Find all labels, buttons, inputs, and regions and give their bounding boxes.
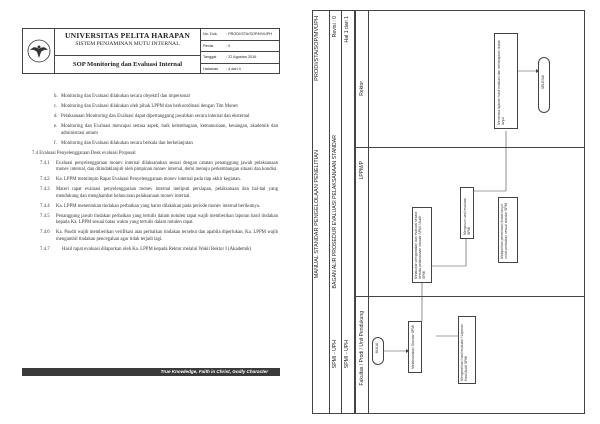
document-body xyxy=(32,94,278,257)
university-name: UNIVERSITAS PELITA HARAPAN xyxy=(64,31,191,40)
eagle-logo-icon xyxy=(26,38,52,64)
flow-node-label: Menyusun hasil evaluasi SPMI xyxy=(463,198,471,235)
section-heading: 7.4 Evaluasi Penyelenggaraan Desk evaluasi Proposal xyxy=(32,150,136,156)
list-item: d. Pelaksanaan Monitoring dan Evaluasi dapat dipertanggung jawabkan secara internal dan eksternal xyxy=(54,113,250,119)
flowchart-subtitle: BAGAN ALIR PROSEDUR EVALUASI PELAKSANAAN STANDAR xyxy=(332,135,338,289)
flowchart-unit-2: SPMI - UPH xyxy=(344,340,350,369)
flowchart-revision: Revisi : 0 xyxy=(332,16,338,38)
document-meta xyxy=(201,29,279,73)
list-item: 7.4.5 Penanggung jawab tindakan perbaikan yang tertulis dalam notulen rapat wajib memberikan laporan hasil tindakan kepada Ka. LPPM sesuai batas waktu yang tertulis dalam notulen rapat. xyxy=(40,213,278,226)
list-item: 7.4.1 Evaluasi penyelenggaraan monev internal dilaksanakan sesuai dengan catatan penanggung jawab pelaksanaan monev internal, dan ditindaklanjuti oleh pimpinan monev internal, demi menuju perkembangan situasi dan kondisi. xyxy=(40,160,278,173)
lane-label-faculty: Fakultas / Prodi / Unit Pendukung xyxy=(359,311,365,386)
list-item: b. Monitoring dan Evaluasi dilakukan secara obyektif dan impersonal xyxy=(54,94,190,99)
list-item: 7.4.4 Ka. LPPM menentukan tindakan perbaikan yang harus dilakukan pada periode monev internal berikutnya. xyxy=(40,203,261,209)
university-logo xyxy=(23,29,55,73)
flow-end-label: SELESAI xyxy=(541,75,545,90)
list-item: 7.4.7 Hasil rapat evaluasi dilaporkan oleh Ka. LPPM kepada Rektor melalui Wakil Rektor I (Akademik) xyxy=(40,246,252,252)
list-item: 7.4.2 Ka. LPPM memimpin Rapat Evaluasi Penyelenggaraan monev internal pada tiap akhir kegiatan. xyxy=(40,177,242,183)
flow-node-label: Melaksanakan Standar SPMI xyxy=(411,325,415,369)
flow-start-label: MULAI xyxy=(375,343,379,354)
flow-node-label: Menerima laporan hasil evaluasi dan menetapkan tindak lanjut xyxy=(497,40,505,125)
footer-motto: True Knowledge, Faith in Christ, Godly Character xyxy=(22,368,280,376)
list-item: e. Monitoring dan Evaluasi mencapai semua aspek, baik kelembagaan, kemanusiaan, keuangan, akademik dan administrasi umum xyxy=(54,123,278,136)
flowchart xyxy=(355,10,585,414)
sop-title: SOP Monitoring dan Evaluasi Internal xyxy=(72,61,183,68)
meta-row: Tanggal : 22 Agustus 2016 xyxy=(201,52,279,64)
system-name: SISTEM PENJAMINAN MUTU INTERNAL xyxy=(75,41,180,47)
list-item: 7.4.3 Materi rapat evaluasi penyelenggaraan monev internal meliputi persiapan, pelaksanaan dan hal-hal yang mendukung dan menghambat kelancaran pelaksanaan monev internal. xyxy=(40,187,278,199)
flowchart-doc-code: PRODI/STA/SOP/MVUPH xyxy=(314,16,320,81)
flow-node-label: Menyerahkan hasil evaluasi / Laporan Hasil Audit SPMI xyxy=(460,323,468,381)
lane-label-lppm: LPPM/P xyxy=(359,161,365,180)
document-header xyxy=(22,28,280,74)
lane-label-rektor: Rektor xyxy=(359,81,365,96)
meta-row: No. Dok. : PRODI/STA/SOP/MVUPH xyxy=(201,29,279,41)
flowchart-title: MANUAL STANDAR PENGELOLAAN PENELITIAN xyxy=(314,150,320,279)
list-item: 7.4.6 Ka. Pusdit wajib memberikan verifikasi atas perbaikan tindakan tersebut dan apabila diperlukan, Ka. LPPM wajib mengambil tindakan pencegahan agar tidak terjadi lagi. xyxy=(40,230,278,242)
flow-node-label: Melakukan pengamatan dan evaluasi secara berkala pelaksanaan standar SPMI / Audit SPMI xyxy=(414,211,426,279)
flowchart-page: Hal 1 dari 1 xyxy=(344,16,350,43)
flowchart-unit: SPMI - UPH xyxy=(332,340,338,369)
meta-row: Halaman : 4 dari 4 xyxy=(203,67,241,72)
flow-node-label: Melaporkan permintaan tindak lanjut untuk perbaikan sesuai standar SPMI xyxy=(500,202,508,259)
meta-row: Revisi : 0 xyxy=(201,41,279,53)
list-item: c. Monitoring dan Evaluasi dilakukan oleh pihak LPPM dan berkoordinasi dengan Tim Monev xyxy=(54,103,239,109)
list-item: f. Monitoring dan Evaluasi dilakukan secara berkala dan berkelanjutan xyxy=(54,140,193,146)
